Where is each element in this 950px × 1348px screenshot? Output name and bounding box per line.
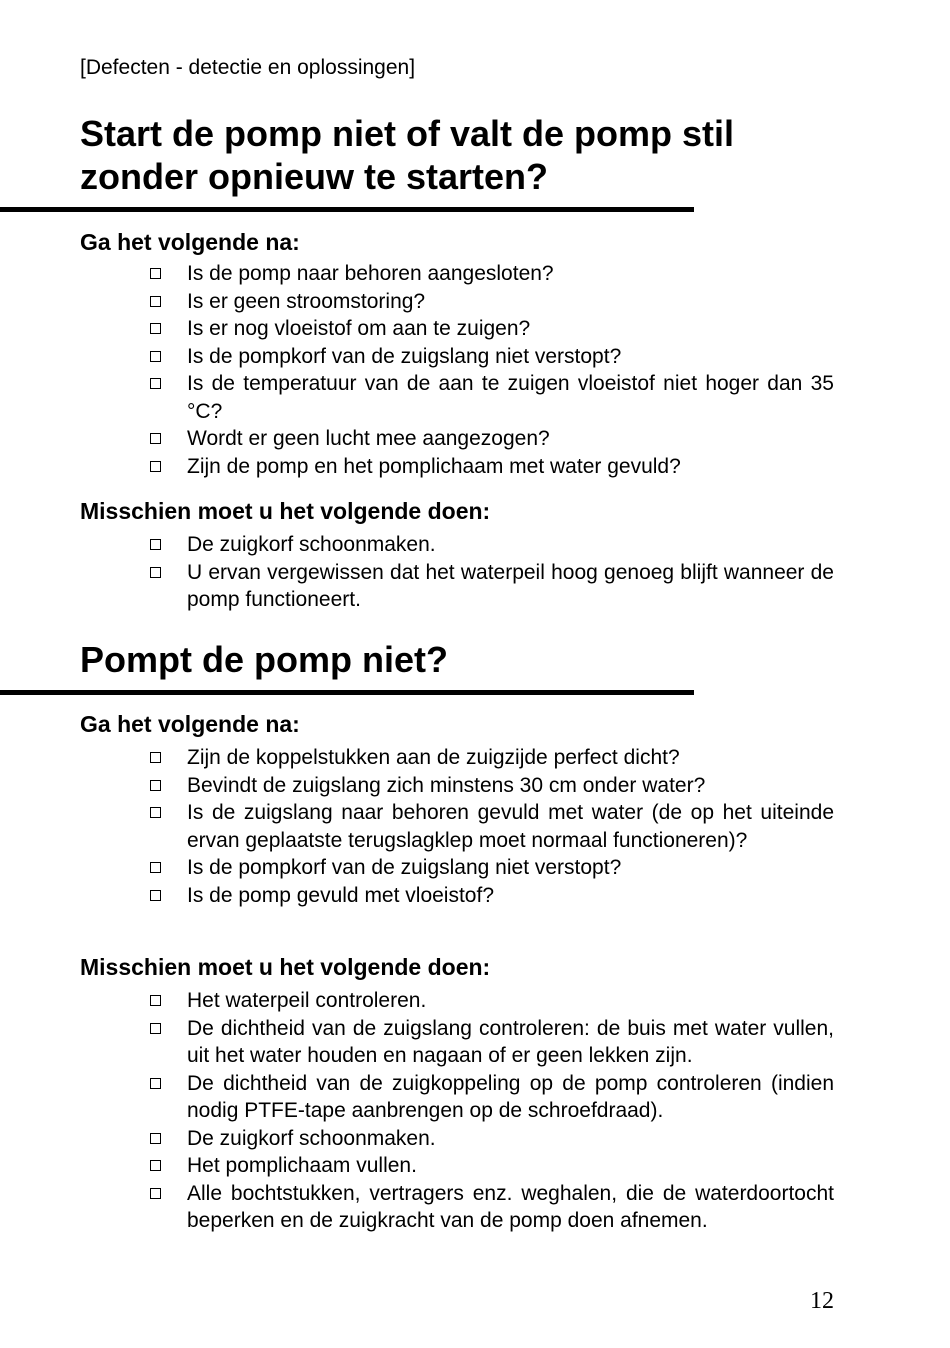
section-1-action-list bbox=[148, 531, 834, 614]
list-item-text: Zijn de pomp en het pomplichaam met water gevuld? bbox=[187, 454, 681, 478]
checkbox-icon bbox=[150, 539, 161, 550]
checkbox-icon bbox=[150, 323, 161, 334]
running-header: [Defecten - detectie en oplossingen] bbox=[80, 56, 416, 79]
section-1-title-line-1: Start de pomp niet of valt de pomp stil bbox=[80, 113, 735, 154]
checkbox-icon bbox=[150, 807, 161, 818]
list-item bbox=[148, 854, 834, 882]
list-item bbox=[148, 288, 834, 316]
list-item-text: De dichtheid van de zuigslang controleren: de buis met water vullen, uit het water houden en nagaan of er geen lekken zijn. bbox=[187, 1016, 834, 1067]
checkbox-icon bbox=[150, 351, 161, 362]
list-item-text: Alle bochtstukken, vertragers enz. weghalen, die de waterdoortocht beperken en de zuigkracht van de pomp doen afnemen. bbox=[187, 1181, 834, 1232]
list-item-text: Is de pompkorf van de zuigslang niet verstopt? bbox=[187, 344, 622, 368]
list-item bbox=[148, 343, 834, 371]
section-1-title bbox=[80, 112, 734, 198]
checkbox-icon bbox=[150, 1188, 161, 1199]
checkbox-icon bbox=[150, 752, 161, 763]
list-item-text: Bevindt de zuigslang zich minstens 30 cm onder water? bbox=[187, 773, 706, 797]
list-item-text: Is de pomp naar behoren aangesloten? bbox=[187, 262, 554, 285]
list-item bbox=[148, 882, 834, 910]
list-item-text: De dichtheid van de zuigkoppeling op de pomp controleren (indien nodig PTFE-tape aanbrengen op de schroefdraad). bbox=[187, 1071, 834, 1122]
list-item bbox=[148, 559, 834, 614]
checkbox-icon bbox=[150, 1160, 161, 1171]
list-item bbox=[148, 370, 834, 425]
list-item bbox=[148, 1152, 834, 1180]
checkbox-icon bbox=[150, 1023, 161, 1034]
list-item-text: Is de zuigslang naar behoren gevuld met water (de op het uiteinde ervan geplaatste terugslagklep moet normaal functioneren)? bbox=[187, 801, 834, 852]
checkbox-icon bbox=[150, 296, 161, 307]
list-item-text: Is de pompkorf van de zuigslang niet verstopt? bbox=[187, 856, 622, 879]
list-item-text: De zuigkorf schoonmaken. bbox=[187, 533, 436, 556]
section-1-check-heading: Ga het volgende na: bbox=[80, 229, 300, 255]
list-item bbox=[148, 744, 834, 772]
list-item-text: De zuigkorf schoonmaken. bbox=[187, 1126, 436, 1150]
list-item-text: Is de pomp gevuld met vloeistof? bbox=[187, 883, 495, 907]
checkbox-icon bbox=[150, 461, 161, 472]
checkbox-icon bbox=[150, 268, 161, 279]
checkbox-icon bbox=[150, 995, 161, 1006]
checkbox-icon bbox=[150, 1078, 161, 1089]
list-item bbox=[148, 315, 834, 343]
list-item-text: Is er geen stroomstoring? bbox=[187, 289, 426, 313]
checkbox-icon bbox=[150, 890, 161, 901]
list-item bbox=[148, 425, 834, 453]
list-item-text: Het pomplichaam vullen. bbox=[187, 1154, 417, 1177]
section-2-rule bbox=[0, 690, 694, 695]
section-2-title: Pompt de pomp niet? bbox=[80, 639, 448, 680]
section-2-action-heading: Misschien moet u het volgende doen: bbox=[80, 954, 491, 980]
section-1-action-heading: Misschien moet u het volgende doen: bbox=[80, 498, 491, 524]
list-item bbox=[148, 799, 834, 854]
section-2-check-list bbox=[148, 744, 834, 909]
page-number: 12 bbox=[810, 1288, 834, 1314]
list-item bbox=[148, 1015, 834, 1070]
list-item-text: Zijn de koppelstukken aan de zuigzijde perfect dicht? bbox=[187, 746, 680, 769]
list-item bbox=[148, 260, 834, 288]
checkbox-icon bbox=[150, 862, 161, 873]
section-1-rule bbox=[0, 207, 694, 212]
checkbox-icon bbox=[150, 780, 161, 791]
section-2-action-list bbox=[148, 987, 834, 1235]
list-item-text: Is de temperatuur van de aan te zuigen vloeistof niet hoger dan 35 °C? bbox=[187, 372, 834, 423]
checkbox-icon bbox=[150, 1133, 161, 1144]
list-item-text: Is er nog vloeistof om aan te zuigen? bbox=[187, 317, 531, 340]
checkbox-icon bbox=[150, 567, 161, 578]
section-2-check-heading: Ga het volgende na: bbox=[80, 711, 300, 737]
list-item bbox=[148, 987, 834, 1015]
checkbox-icon bbox=[150, 378, 161, 389]
list-item-text: U ervan vergewissen dat het waterpeil hoog genoeg blijft wanneer de pomp functioneert. bbox=[187, 560, 834, 611]
list-item bbox=[148, 1180, 834, 1235]
list-item bbox=[148, 453, 834, 481]
section-1-check-list bbox=[148, 260, 834, 480]
list-item bbox=[148, 1125, 834, 1153]
list-item bbox=[148, 531, 834, 559]
list-item-text: Het waterpeil controleren. bbox=[187, 989, 427, 1012]
section-1-title-line-2: zonder opnieuw te starten? bbox=[80, 156, 549, 197]
checkbox-icon bbox=[150, 433, 161, 444]
list-item bbox=[148, 772, 834, 800]
list-item-text: Wordt er geen lucht mee aangezogen? bbox=[187, 427, 550, 450]
list-item bbox=[148, 1070, 834, 1125]
